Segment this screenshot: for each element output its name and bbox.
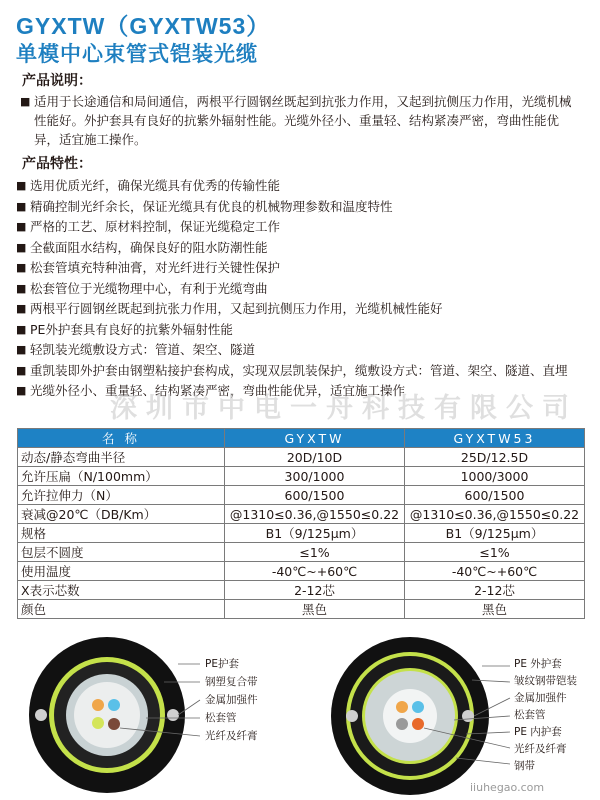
table-cell: 2-12芯 xyxy=(405,581,585,600)
table-cell: B1（9/125μm） xyxy=(225,524,405,543)
table-cell: @1310≤0.36,@1550≤0.22 xyxy=(225,505,405,524)
feature-item: ■ 光缆外径小、重量轻、结构紧凑严密，弯曲性能优异，适宜施工操作 xyxy=(16,381,586,402)
table-cell: 颜色 xyxy=(18,600,225,619)
table-cell: 衰减@20℃（DB/Km） xyxy=(18,505,225,524)
left-label-loose-tube: 松套管 xyxy=(205,712,237,724)
table-row xyxy=(18,600,585,619)
right-label-outer-pe-sheath: PE 外护套 xyxy=(514,658,562,670)
left-label-pe-sheath: PE护套 xyxy=(205,658,239,670)
feature-item: ■ 松套管位于光缆物理中心，有利于光缆弯曲 xyxy=(16,279,586,300)
description-paragraph: ■ 适用于长途通信和局间通信，两根平行圆钢丝既起到抗张力作用，又起到抗侧压力作用，光缆机械性能好。外护套具有良好的抗紫外辐射性能。光缆外径小、重量轻、结构紧凑严密，弯曲性能优异，适宜施工操作。 xyxy=(20,92,580,149)
fiber-shape xyxy=(396,701,408,713)
table-cell: 2-12芯 xyxy=(225,581,405,600)
table-cell: -40℃~+60℃ xyxy=(405,562,585,581)
feature-item: ■ 精确控制光纤余长，保证光缆具有优良的机械物理参数和温度特性 xyxy=(16,197,586,218)
right-label-corrugated-armor: 皱纹钢带铠装 xyxy=(514,675,577,687)
table-row xyxy=(18,486,585,505)
table-row xyxy=(18,524,585,543)
feature-item: ■ 全截面阻水结构，确保良好的阻水防潮性能 xyxy=(16,238,586,259)
table-cell: 600/1500 xyxy=(405,486,585,505)
company-watermark: 深圳市中电一舟科技有限公司 xyxy=(110,393,578,424)
product-title: 单模中心束管式铠装光缆 xyxy=(16,42,258,66)
gel-fill-shape xyxy=(74,682,140,748)
table-cell: 黑色 xyxy=(225,600,405,619)
strength-member-shape xyxy=(35,709,47,721)
fiber-shape xyxy=(108,718,120,730)
table-cell: ≤1% xyxy=(225,543,405,562)
right-label-strength-member: 金属加强件 xyxy=(514,692,567,704)
strength-member-shape xyxy=(346,710,358,722)
fiber-shape xyxy=(92,717,104,729)
feature-item: ■ 选用优质光纤，确保光缆具有优秀的传输性能 xyxy=(16,176,586,197)
table-cell: 黑色 xyxy=(405,600,585,619)
description-text xyxy=(20,92,580,149)
strength-member-shape xyxy=(167,709,179,721)
table-cell: 300/1000 xyxy=(225,467,405,486)
right-label-inner-pe-sheath: PE 内护套 xyxy=(514,726,562,738)
table-cell: 600/1500 xyxy=(225,486,405,505)
table-cell: 包层不圆度 xyxy=(18,543,225,562)
table-cell: ≤1% xyxy=(405,543,585,562)
right-label-fiber-gel: 光纤及纤膏 xyxy=(514,743,567,755)
table-cell: @1310≤0.36,@1550≤0.22 xyxy=(405,505,585,524)
feature-item: ■ 轻凯装光缆敷设方式：管道、架空、隧道 xyxy=(16,340,586,361)
table-cell: X表示芯数 xyxy=(18,581,225,600)
table-header-cell: GYXTW53 xyxy=(405,429,585,448)
right-label-steel-tape: 钢带 xyxy=(514,760,535,772)
table-header-cell: GYXTW xyxy=(225,429,405,448)
table-cell: -40℃~+60℃ xyxy=(225,562,405,581)
product-model: GYXTW（GYXTW53） xyxy=(16,13,271,39)
table-row xyxy=(18,581,585,600)
left-label-fiber-gel: 光纤及纤膏 xyxy=(205,730,258,742)
feature-item: ■ PE外护套具有良好的抗紫外辐射性能 xyxy=(16,320,586,341)
footer-url: iiuhegao.com xyxy=(470,781,545,794)
gyxtw53-cross-section xyxy=(330,634,520,800)
table-header-cell: 名 称 xyxy=(18,429,225,448)
gyxtw-cross-section xyxy=(28,634,208,800)
gel-fill-shape xyxy=(383,689,437,743)
table-cell: 规格 xyxy=(18,524,225,543)
description-heading: 产品说明： xyxy=(22,73,92,89)
table-cell: 允许拉伸力（N） xyxy=(18,486,225,505)
fiber-shape xyxy=(412,701,424,713)
right-label-loose-tube: 松套管 xyxy=(514,709,546,721)
spec-table xyxy=(17,428,585,619)
table-cell: 20D/10D xyxy=(225,448,405,467)
table-row xyxy=(18,467,585,486)
fiber-shape xyxy=(92,699,104,711)
fiber-shape xyxy=(412,718,424,730)
table-row xyxy=(18,562,585,581)
features-list xyxy=(16,176,586,402)
table-cell: 允许压扁（N/100mm） xyxy=(18,467,225,486)
feature-item: ■ 重凯装即外护套由钢塑粘接护套构成，实现双层凯装保护，缆敷设方式：管道、架空、隧道、直埋 xyxy=(16,361,586,382)
table-row xyxy=(18,505,585,524)
table-row xyxy=(18,543,585,562)
left-label-steel-tape: 钢塑复合带 xyxy=(205,676,258,688)
fiber-shape xyxy=(396,718,408,730)
table-cell: 动态/静态弯曲半径 xyxy=(18,448,225,467)
table-cell: 25D/12.5D xyxy=(405,448,585,467)
feature-item: ■ 严格的工艺、原材料控制，保证光缆稳定工作 xyxy=(16,217,586,238)
table-row xyxy=(18,448,585,467)
table-cell: B1（9/125μm） xyxy=(405,524,585,543)
table-cell: 1000/3000 xyxy=(405,467,585,486)
feature-item: ■ 松套管填充特种油膏，对光纤进行关键性保护 xyxy=(16,258,586,279)
feature-item: ■ 两根平行圆钢丝既起到抗张力作用，又起到抗侧压力作用，光缆机械性能好 xyxy=(16,299,586,320)
features-heading: 产品特性： xyxy=(22,156,92,172)
table-cell: 使用温度 xyxy=(18,562,225,581)
strength-member-shape xyxy=(462,710,474,722)
table-header-row xyxy=(18,429,585,448)
fiber-shape xyxy=(108,699,120,711)
left-label-strength-member: 金属加强件 xyxy=(205,694,258,706)
